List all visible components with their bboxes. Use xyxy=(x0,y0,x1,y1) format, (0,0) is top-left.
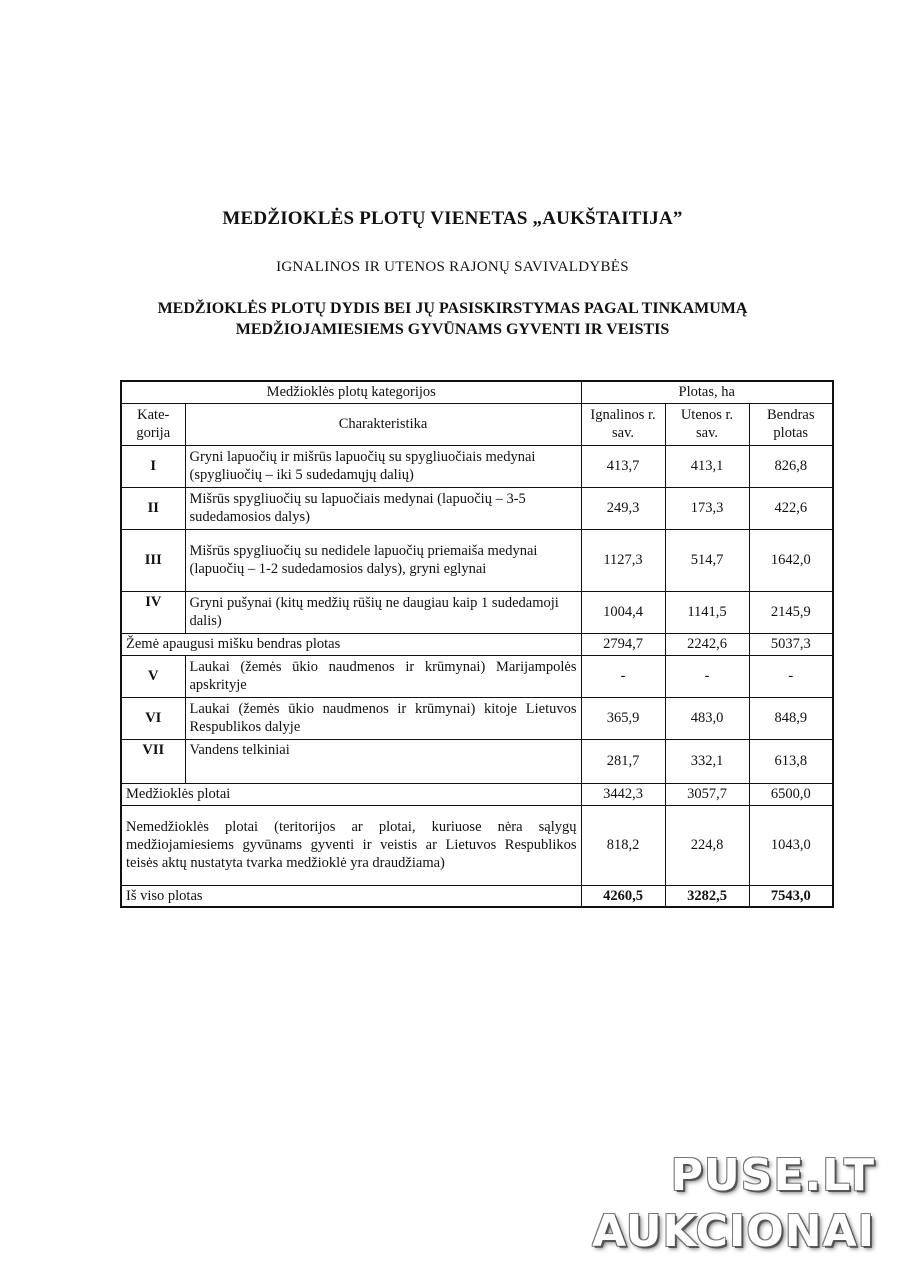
non-hunting-total: 1043,0 xyxy=(749,805,833,885)
row-category: VII xyxy=(121,739,185,783)
hunting-areas-utena: 3057,7 xyxy=(665,783,749,805)
row-description: Mišrūs spygliuočių su nedidele lapuočių priemaiša medynai (lapuočių – 1-2 sudedamosios dalys), gryni eglynai xyxy=(185,529,581,591)
col-header-category: Kate-gorija xyxy=(121,403,185,445)
grand-total-row xyxy=(121,885,833,907)
row-total: 848,9 xyxy=(749,697,833,739)
heading-line-1: MEDŽIOKLĖS PLOTŲ DYDIS BEI JŲ PASISKIRSTYMAS PAGAL TINKAMUMĄ xyxy=(157,300,748,317)
row-total: - xyxy=(749,655,833,697)
table-row xyxy=(121,655,833,697)
grand-total-total: 7543,0 xyxy=(749,885,833,907)
row-total: 826,8 xyxy=(749,445,833,487)
grand-total-utena: 3282,5 xyxy=(665,885,749,907)
row-total: 1642,0 xyxy=(749,529,833,591)
heading-line-2: MEDŽIOJAMIESIEMS GYVŪNAMS GYVENTI IR VEISTIS xyxy=(235,321,670,338)
col-header-characteristic: Charakteristika xyxy=(185,403,581,445)
row-ignalina: - xyxy=(581,655,665,697)
grand-total-label: Iš viso plotas xyxy=(121,885,581,907)
col-header-ignalina: Ignalinos r. sav. xyxy=(581,403,665,445)
row-category: III xyxy=(121,529,185,591)
forest-total-label: Žemė apaugusi mišku bendras plotas xyxy=(121,633,581,655)
forest-total-row xyxy=(121,633,833,655)
col-header-total: Bendras plotas xyxy=(749,403,833,445)
row-total: 2145,9 xyxy=(749,591,833,633)
row-ignalina: 365,9 xyxy=(581,697,665,739)
table-row xyxy=(121,487,833,529)
row-utena: - xyxy=(665,655,749,697)
row-description: Laukai (žemės ūkio naudmenos ir krūmynai) kitoje Lietuvos Respublikos dalyje xyxy=(185,697,581,739)
non-hunting-row xyxy=(121,805,833,885)
table-row xyxy=(121,445,833,487)
area-table xyxy=(120,380,834,908)
row-utena: 332,1 xyxy=(665,739,749,783)
col-header-utena: Utenos r. sav. xyxy=(665,403,749,445)
row-ignalina: 413,7 xyxy=(581,445,665,487)
watermark-line-1: PUSE.LT xyxy=(670,1150,875,1201)
row-description: Laukai (žemės ūkio naudmenos ir krūmynai) Marijampolės apskrityje xyxy=(185,655,581,697)
row-description: Vandens telkiniai xyxy=(185,739,581,783)
non-hunting-utena: 224,8 xyxy=(665,805,749,885)
row-ignalina: 1004,4 xyxy=(581,591,665,633)
group-header-area: Plotas, ha xyxy=(581,381,833,403)
forest-total-utena: 2242,6 xyxy=(665,633,749,655)
table-row xyxy=(121,529,833,591)
row-description: Mišrūs spygliuočių su lapuočiais medynai (lapuočių – 3-5 sudedamosios dalys) xyxy=(185,487,581,529)
hunting-areas-total: 6500,0 xyxy=(749,783,833,805)
row-category: IV xyxy=(121,591,185,633)
hunting-areas-row xyxy=(121,783,833,805)
group-header-categories: Medžioklės plotų kategorijos xyxy=(121,381,581,403)
watermark-line-2: AUKCIONAI xyxy=(592,1206,875,1257)
forest-total-ignalina: 2794,7 xyxy=(581,633,665,655)
non-hunting-ignalina: 818,2 xyxy=(581,805,665,885)
row-utena: 514,7 xyxy=(665,529,749,591)
hunting-areas-ignalina: 3442,3 xyxy=(581,783,665,805)
row-description: Gryni pušynai (kitų medžių rūšių ne daugiau kaip 1 sudedamoji dalis) xyxy=(185,591,581,633)
row-category: I xyxy=(121,445,185,487)
row-utena: 413,1 xyxy=(665,445,749,487)
row-category: VI xyxy=(121,697,185,739)
row-ignalina: 1127,3 xyxy=(581,529,665,591)
row-ignalina: 249,3 xyxy=(581,487,665,529)
grand-total-ignalina: 4260,5 xyxy=(581,885,665,907)
document-title: MEDŽIOKLĖS PLOTŲ VIENETAS „AUKŠTAITIJA” xyxy=(222,208,683,229)
table-row xyxy=(121,591,833,633)
row-total: 422,6 xyxy=(749,487,833,529)
row-total: 613,8 xyxy=(749,739,833,783)
row-category: V xyxy=(121,655,185,697)
row-ignalina: 281,7 xyxy=(581,739,665,783)
hunting-areas-label: Medžioklės plotai xyxy=(121,783,581,805)
table-row xyxy=(121,697,833,739)
forest-total-total: 5037,3 xyxy=(749,633,833,655)
non-hunting-label: Nemedžioklės plotai (teritorijos ar plotai, kuriuose nėra sąlygų medžiojamiesiems gyvūnams gyventi ir veistis ar Lietuvos Respublikos teisės aktų nustatyta tvarka medžioklė yra draudžiama) xyxy=(121,805,581,885)
row-category: II xyxy=(121,487,185,529)
table-row xyxy=(121,739,833,783)
table-heading xyxy=(0,298,905,340)
row-utena: 483,0 xyxy=(665,697,749,739)
row-description: Gryni lapuočių ir mišrūs lapuočių su spygliuočiais medynai (spygliuočių – iki 5 sudedamųjų dalių) xyxy=(185,445,581,487)
document-subtitle: IGNALINOS IR UTENOS RAJONŲ SAVIVALDYBĖS xyxy=(276,259,629,275)
row-utena: 1141,5 xyxy=(665,591,749,633)
row-utena: 173,3 xyxy=(665,487,749,529)
